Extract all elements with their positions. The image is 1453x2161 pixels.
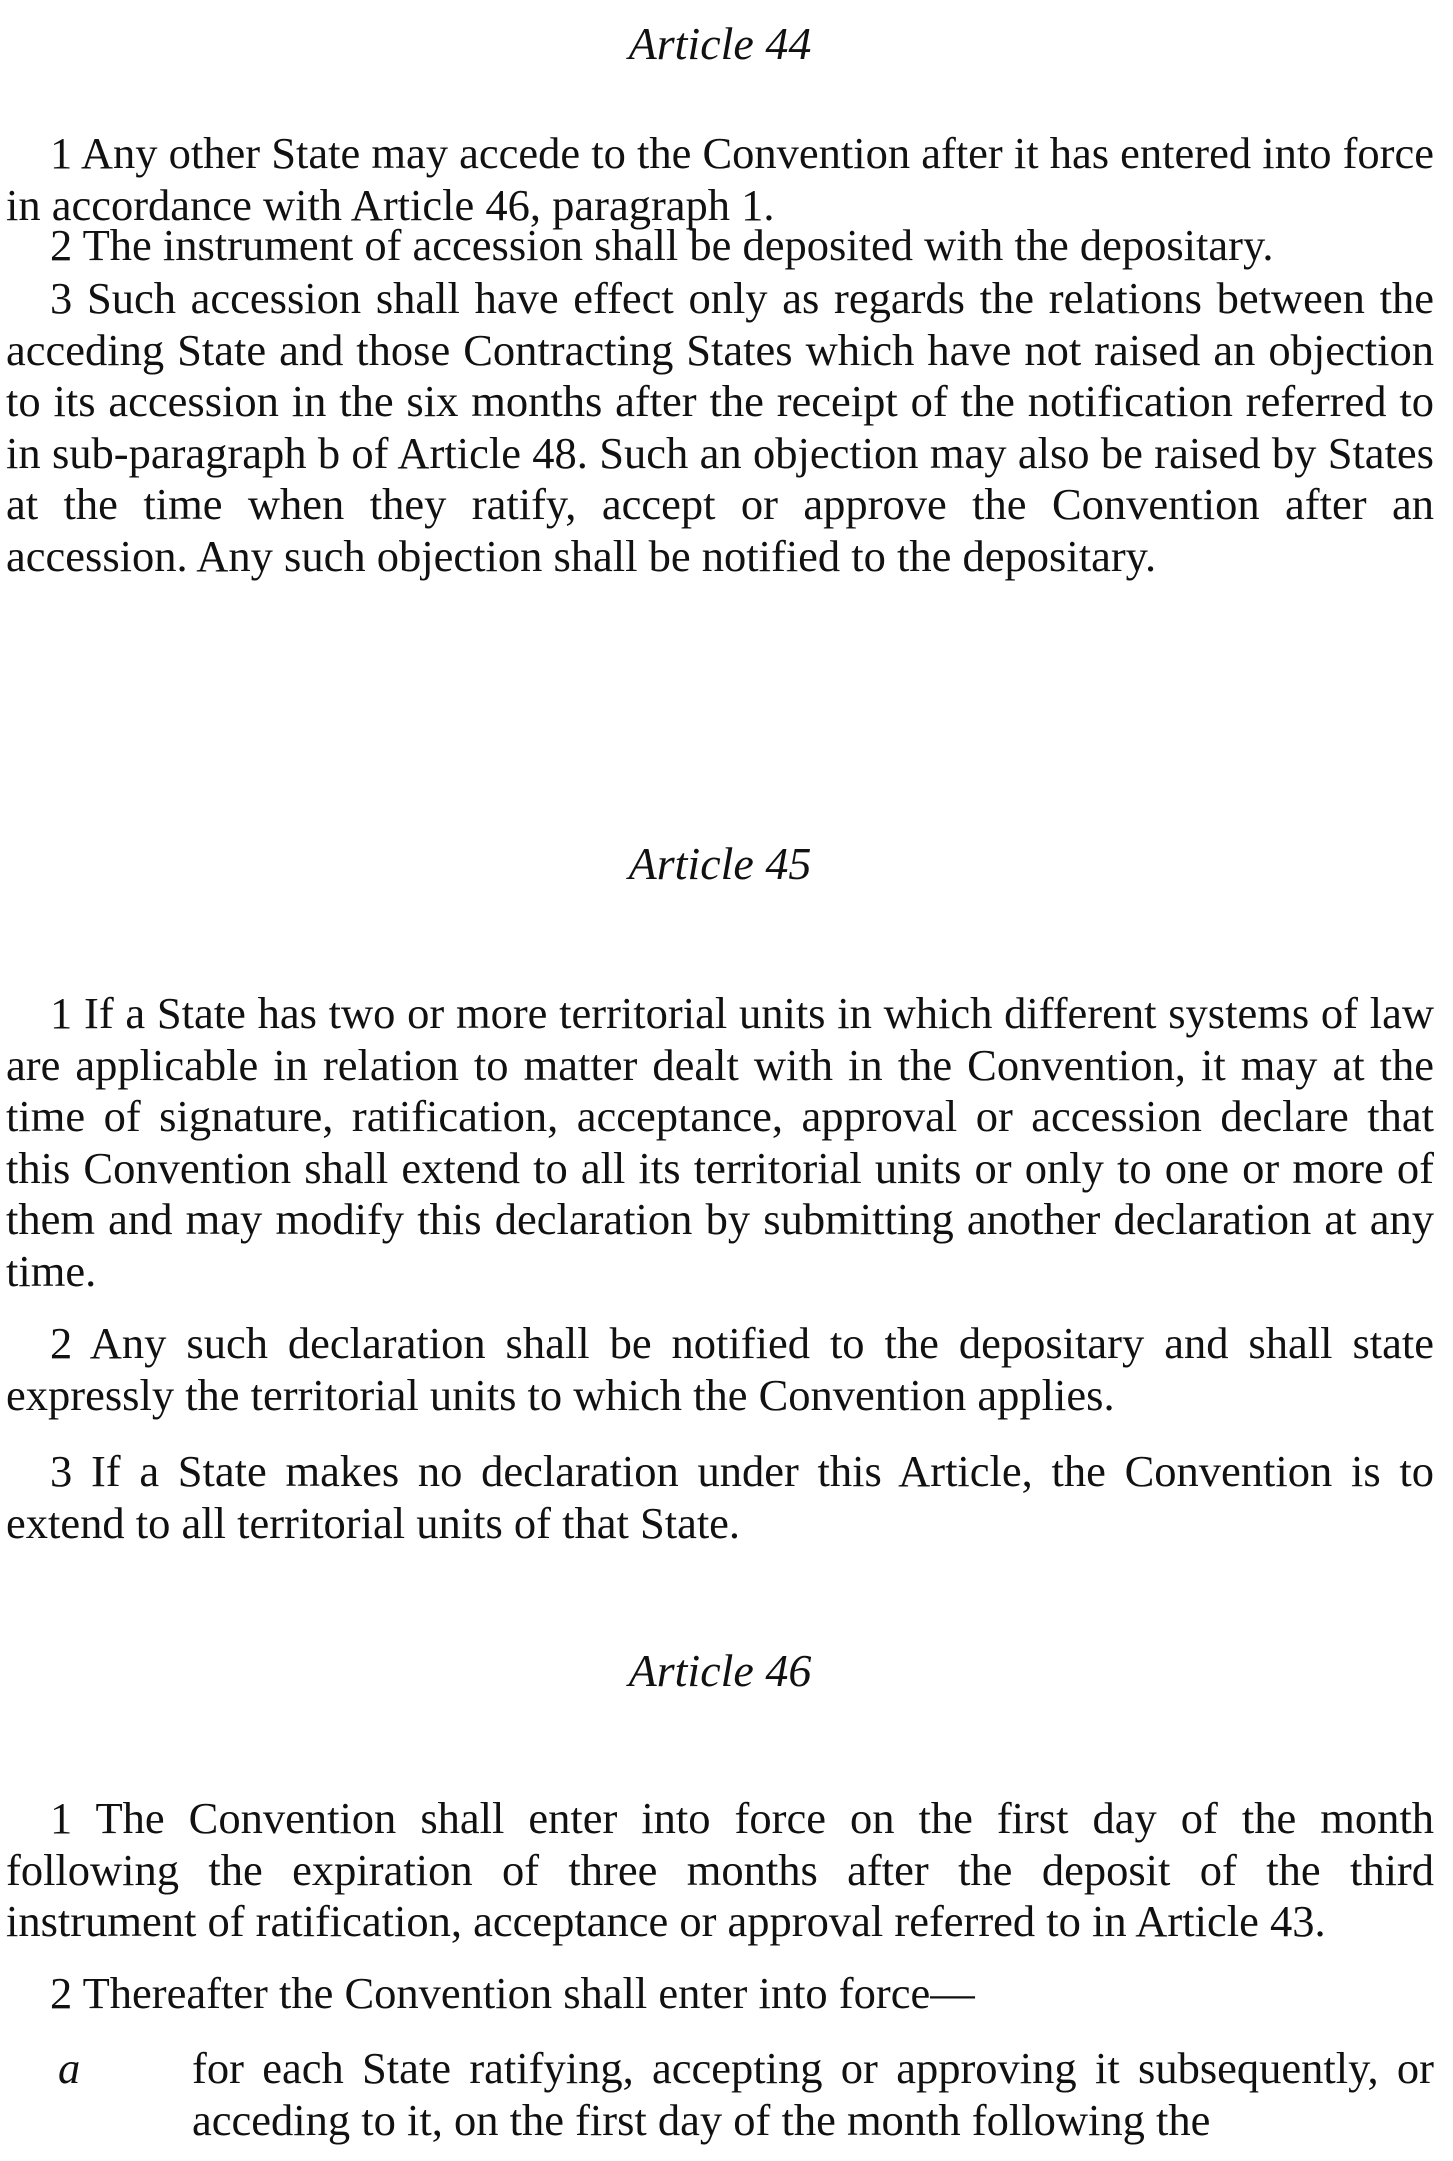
article-46-paragraph-2: 2 Thereafter the Convention shall enter into force— [50, 1968, 975, 2018]
article-45-paragraph-1: 1 If a State has two or more territorial units in which different systems of law are applicable in relation to matter dealt with in the Convention, it may at the time of signature, ratification, acceptance, approval or accession declare that this Convention shall extend to all its territorial units or only to one or more of them and may modify this declaration by submitting another declaration at any time. [6, 988, 1434, 1296]
article-44-paragraph-2: 2 The instrument of accession shall be deposited with the depositary. [50, 220, 1274, 270]
article-44-paragraph-1: 1 Any other State may accede to the Convention after it has entered into force in accordance with Article 46, paragraph 1. [6, 128, 1434, 230]
article-46-paragraph-1: 1 The Convention shall enter into force on the first day of the month following the expiration of three months after the deposit of the third instrument of ratification, acceptance or approval referred to in Article 43. [6, 1793, 1434, 1947]
article-46-heading: Article 46 [628, 1645, 812, 1696]
article-45-heading: Article 45 [628, 838, 812, 889]
article-44-paragraph-3: 3 Such accession shall have effect only as regards the relations between the acceding State and those Contracting States which have not raised an objection to its accession in the six months after the receipt of the notification referred to in sub-paragraph b of Article 48. Such an objection may also be raised by States at the time when they ratify, accept or approve the Convention after an accession. Any such objection shall be notified to the depositary. [6, 273, 1434, 581]
article-45-paragraph-2: 2 Any such declaration shall be notified to the depositary and shall state expressly the territorial units to which the Convention applies. [6, 1318, 1434, 1420]
subparagraph-text: for each State ratifying, accepting or approving it subsequently, or acceding to it, on the first day of the month following the [192, 2043, 1434, 2145]
article-46-subparagraph-a [6, 2043, 1434, 2146]
article-45-paragraph-3: 3 If a State makes no declaration under this Article, the Convention is to extend to all territorial units of that State. [6, 1446, 1434, 1548]
subparagraph-letter: a [58, 2043, 81, 2093]
article-44-heading: Article 44 [628, 18, 812, 69]
